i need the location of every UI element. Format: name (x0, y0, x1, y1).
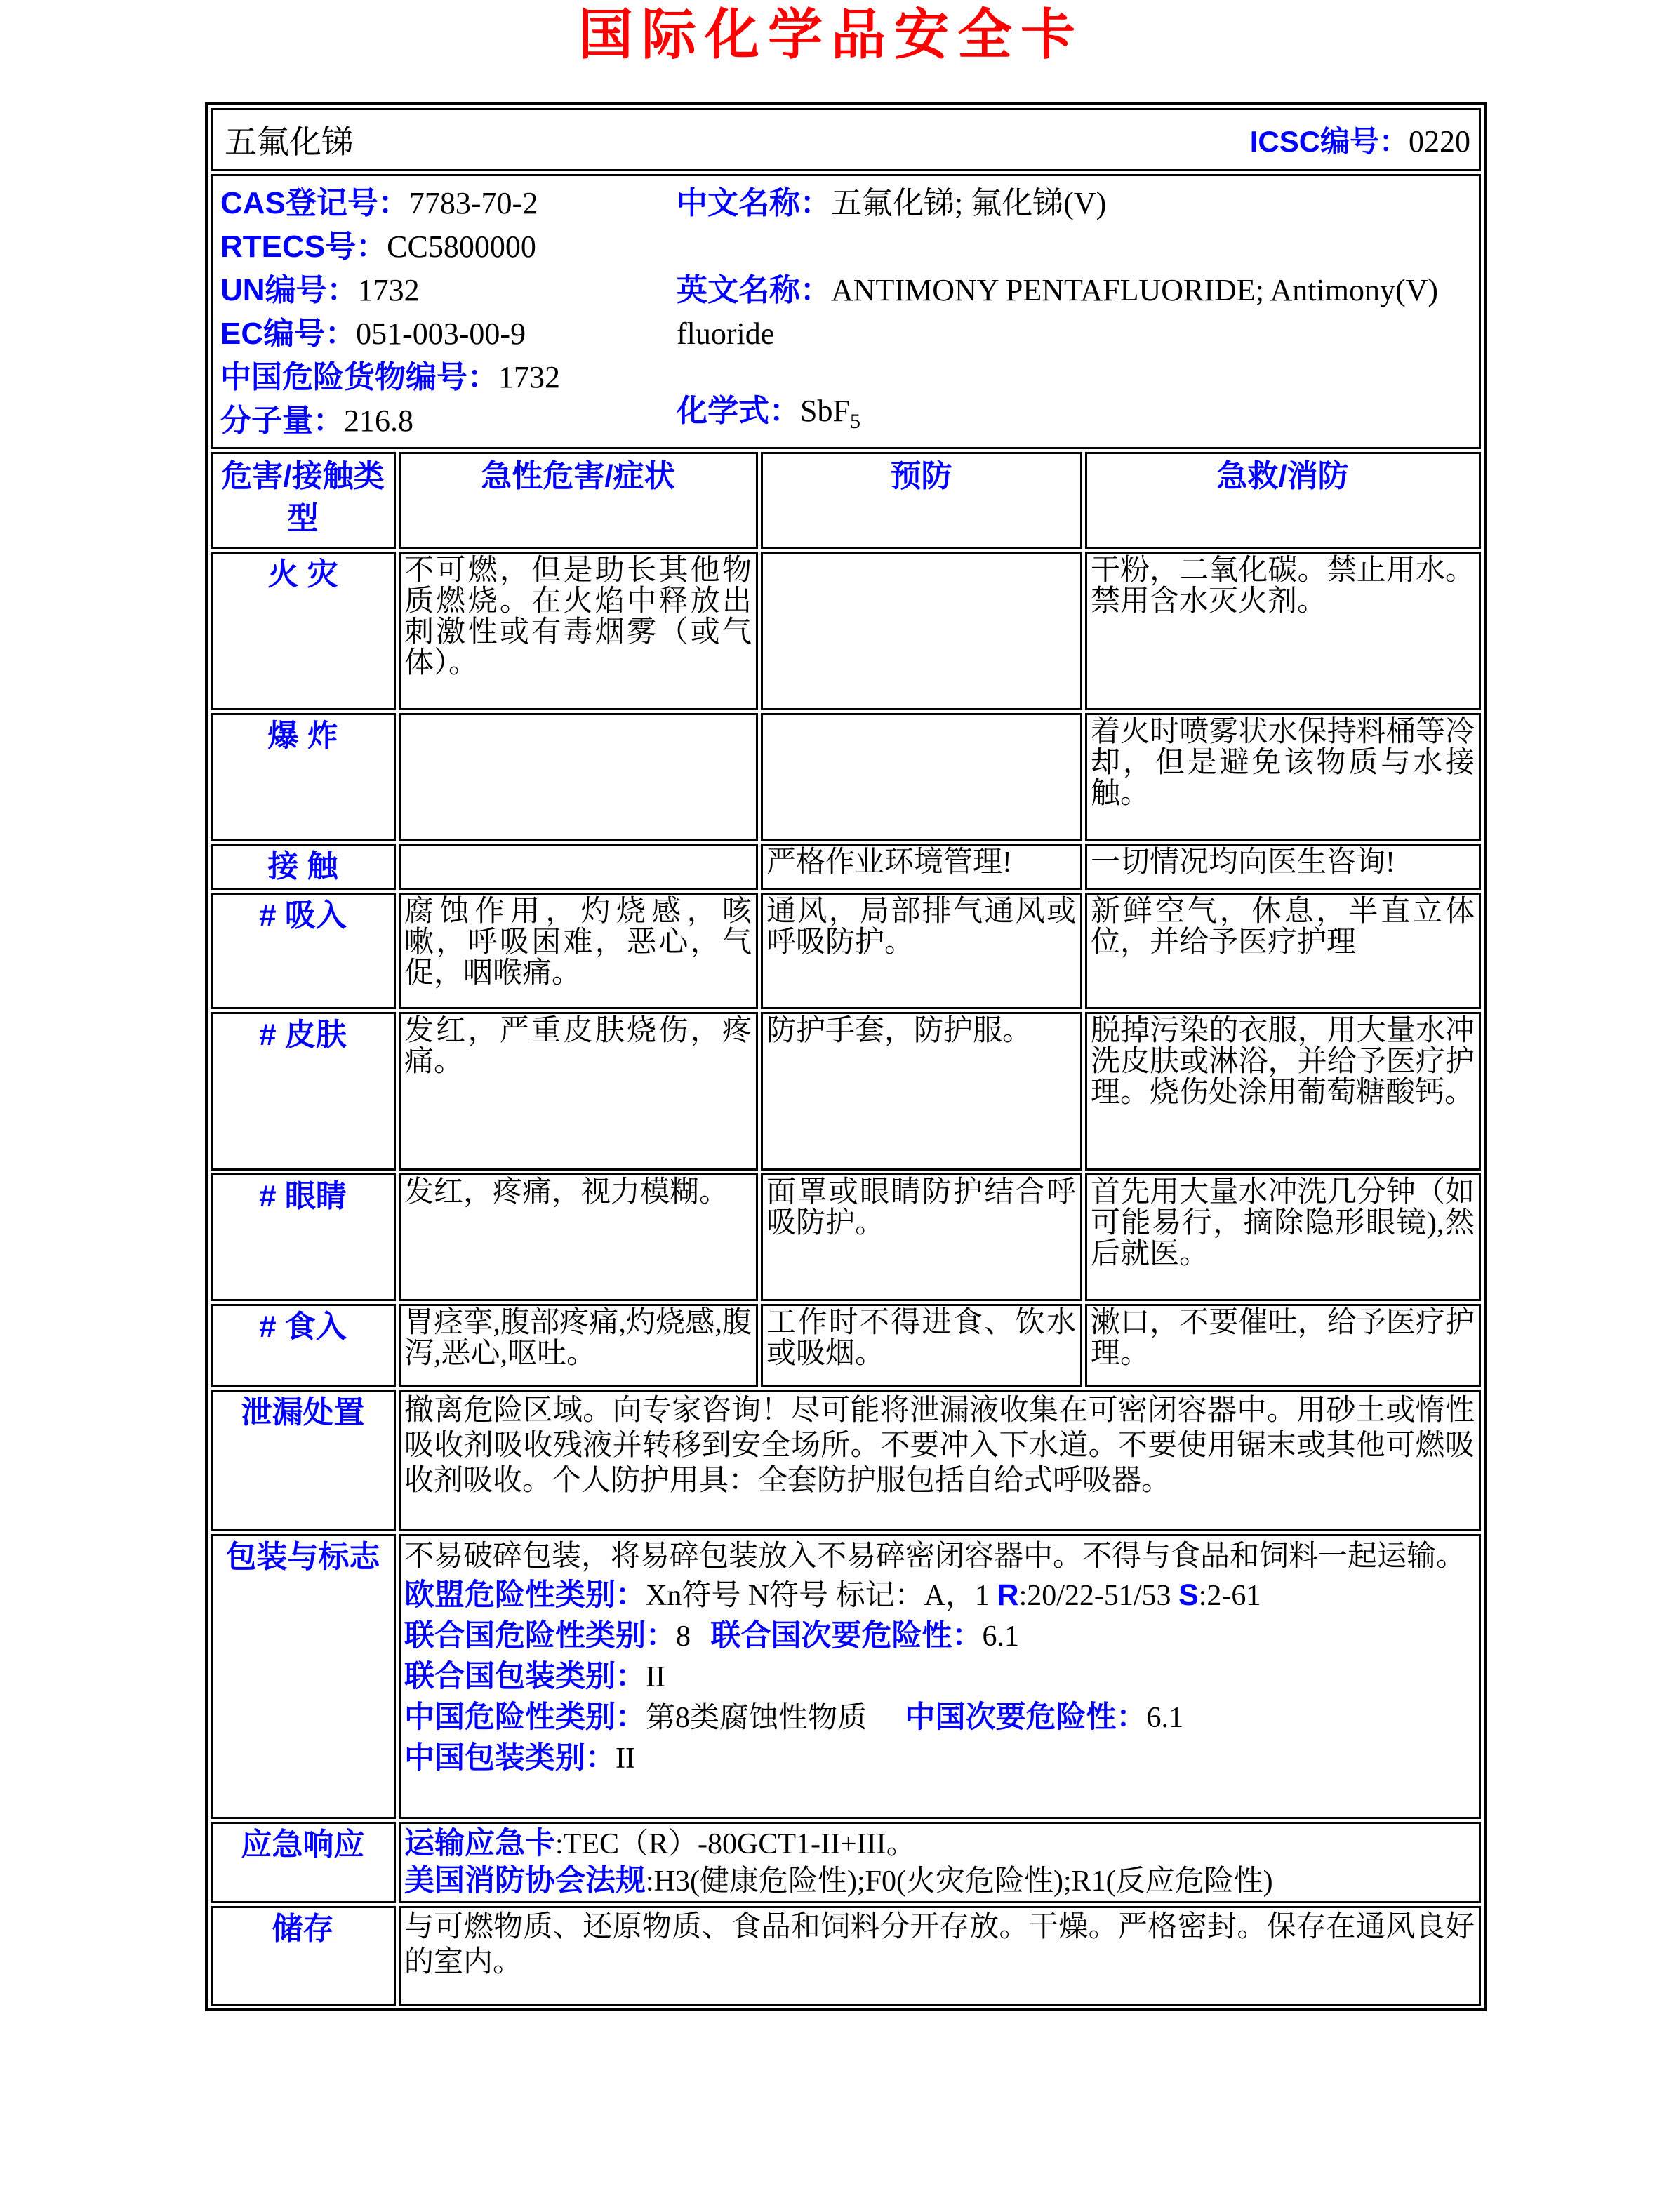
un-subrisk-label: 联合国次要危险性： (710, 1619, 983, 1653)
row-label-ingestion: # 食入 (211, 1304, 396, 1387)
exposure-prevention-cell: 严格作业环境管理! (761, 844, 1082, 890)
names-block (677, 182, 1472, 443)
packaging-content-cell (399, 1534, 1481, 1819)
row-label-emergency: 应急响应 (211, 1822, 396, 1903)
s-phrases-value: :2-61 (1198, 1580, 1261, 1612)
formula-line (677, 389, 1472, 433)
row-label-explosion: 爆 炸 (211, 713, 396, 841)
un-class-value: 8 (676, 1620, 691, 1653)
packaging-row (211, 1534, 1481, 1819)
ec-number-value: 051-003-00-9 (356, 317, 526, 351)
spacer (677, 356, 1472, 389)
ec-number-line (220, 312, 677, 356)
explosion-row (211, 713, 1481, 841)
row-label-packaging: 包装与标志 (211, 1534, 396, 1819)
packaging-cn-class-line (404, 1698, 1475, 1738)
nfpa-value: :H3(健康危险性);F0(火灾危险性);R1(反应危险性) (646, 1865, 1273, 1898)
china-dg-number-label: 中国危险货物编号： (220, 360, 498, 394)
eyes-firstaid-cell: 首先用大量水冲洗几分钟（如可能易行，摘除隐形眼镜),然后就医。 (1085, 1173, 1481, 1301)
inhalation-prevention-cell: 通风，局部排气通风或呼吸防护。 (761, 893, 1082, 1009)
formula-label: 化学式： (677, 394, 800, 428)
un-number-line (220, 269, 677, 312)
emergency-nfpa-line (404, 1863, 1475, 1900)
r-phrases-label: R (997, 1578, 1019, 1612)
spill-text-cell: 撤离危险区域。向专家咨询！尽可能将泄漏液收集在可密闭容器中。用砂土或惰性吸收剂吸收残液并转移到安全场所。不要冲入下水道。不要使用锯末或其他可燃吸收剂吸收。个人防护用具：全套防护服包括自给式呼吸器。 (399, 1390, 1481, 1531)
ingestion-prevention-cell: 工作时不得进食、饮水或吸烟。 (761, 1304, 1082, 1387)
icsc-number-label: ICSC编号： (1249, 125, 1409, 158)
icsc-number-value: 0220 (1409, 124, 1471, 159)
row-label-skin: # 皮肤 (211, 1012, 396, 1171)
china-dg-number-line (220, 356, 677, 399)
formula-subscript: 5 (849, 409, 860, 433)
s-phrases-label: S (1178, 1578, 1199, 1612)
storage-text-cell: 与可燃物质、还原物质、食品和饲料分开存放。干燥。严格密封。保存在通风良好的室内。 (399, 1906, 1481, 2006)
skin-prevention-cell: 防护手套，防护服。 (761, 1012, 1082, 1171)
info-row (211, 174, 1481, 449)
english-name-line (677, 269, 1472, 356)
row-label-inhalation: # 吸入 (211, 893, 396, 1009)
cas-number-value: 7783-70-2 (408, 186, 538, 220)
header-bar-row (211, 108, 1481, 171)
skin-firstaid-cell: 脱掉污染的衣服，用大量水冲洗皮肤或淋浴，并给予医疗护理。烧伤处涂用葡萄糖酸钙。 (1085, 1012, 1481, 1171)
un-pack-group-label: 联合国包装类别： (404, 1660, 646, 1693)
formula-value: SbF$_5$ (800, 394, 860, 433)
packaging-un-pack-line (404, 1657, 1475, 1698)
identifier-list (220, 182, 677, 443)
skin-symptoms-cell: 发红，严重皮肤烧伤，疼痛。 (399, 1012, 758, 1171)
row-label-exposure: 接 触 (211, 844, 396, 890)
eyes-symptoms-cell: 发红，疼痛，视力模糊。 (399, 1173, 758, 1301)
un-pack-group-value: II (646, 1661, 665, 1693)
explosion-firstaid-cell: 着火时喷雾状水保持料桶等冷却，但是避免该物质与水接触。 (1085, 713, 1481, 841)
header-bar (216, 112, 1475, 168)
ingestion-row (211, 1304, 1481, 1387)
inhalation-firstaid-cell: 新鲜空气，休息，半直立体位，并给予医疗护理 (1085, 893, 1481, 1009)
ingestion-firstaid-cell: 漱口，不要催吐，给予医疗护理。 (1085, 1304, 1481, 1387)
inhalation-row (211, 893, 1481, 1009)
chinese-name-label: 中文名称： (677, 186, 831, 220)
column-header-row (211, 452, 1481, 549)
emergency-terc-line (404, 1825, 1475, 1863)
eu-class-label: 欧盟危险性类别： (404, 1578, 646, 1612)
molecular-weight-value: 216.8 (344, 404, 413, 438)
fire-symptoms-cell: 不可燃，但是助长其他物质燃烧。在火焰中释放出刺激性或有毒烟雾（或气体）。 (399, 552, 758, 710)
un-number-label: UN编号： (220, 273, 358, 307)
chinese-name-value: 五氟化锑; 氟化锑(V) (831, 186, 1107, 220)
cn-pack-group-value: II (616, 1743, 635, 1775)
info-block (216, 178, 1475, 446)
substance-name: 五氟化锑 (225, 124, 354, 160)
eyes-row (211, 1173, 1481, 1301)
terc-label: 运输应急卡 (404, 1827, 555, 1860)
exposure-row (211, 844, 1481, 890)
skin-row (211, 1012, 1481, 1171)
column-header-hazard-type: 危害/接触类型 (211, 452, 396, 549)
column-header-symptoms: 急性危害/症状 (399, 452, 758, 549)
inhalation-symptoms-cell: 腐蚀作用，灼烧感，咳嗽，呼吸困难，恶心，气促，咽喉痛。 (399, 893, 758, 1009)
rtecs-number-line (220, 225, 677, 269)
packaging-eu-line (404, 1575, 1475, 1616)
cas-number-line (220, 182, 677, 225)
molecular-weight-line (220, 399, 677, 443)
nfpa-label: 美国消防协会法规 (404, 1864, 646, 1898)
packaging-cn-pack-line (404, 1738, 1475, 1779)
column-header-prevention: 预防 (761, 452, 1082, 549)
rtecs-number-value: CC5800000 (387, 229, 536, 264)
spacer (677, 225, 1472, 269)
rtecs-number-label: RTECS号： (220, 229, 387, 264)
storage-row (211, 1906, 1481, 2006)
row-label-eyes: # 眼睛 (211, 1173, 396, 1301)
row-label-storage: 储存 (211, 1906, 396, 2006)
icsc-number-group (1250, 119, 1470, 161)
molecular-weight-label: 分子量： (220, 404, 344, 438)
un-subrisk-value: 6.1 (982, 1620, 1019, 1653)
english-name-value: ANTIMONY PENTAFLUORIDE; Antimony(V) fluoride (677, 273, 1439, 351)
r-phrases-value: :20/22-51/53 (1018, 1580, 1171, 1612)
fire-prevention-cell (761, 552, 1082, 710)
row-label-spill: 泄漏处置 (211, 1390, 396, 1531)
fire-row (211, 552, 1481, 710)
un-number-value: 1732 (357, 273, 420, 307)
icsc-card-table (205, 102, 1487, 2011)
page-title: 国际化学品安全卡 (578, 4, 1084, 65)
cn-class-value: 第8类腐蚀性物质 (646, 1702, 867, 1734)
eyes-prevention-cell: 面罩或眼睛防护结合呼吸防护。 (761, 1173, 1082, 1301)
english-name-label: 英文名称： (677, 273, 831, 307)
ingestion-symptoms-cell: 胃痉挛,腹部疼痛,灼烧感,腹泻,恶心,呕吐。 (399, 1304, 758, 1387)
column-header-firstaid: 急救/消防 (1085, 452, 1481, 549)
packaging-intro: 不易破碎包装，将易碎包装放入不易碎密闭容器中。不得与食品和饲料一起运输。 (404, 1540, 1466, 1573)
eu-class-value: Xn符号 N符号 标记：A，1 (646, 1580, 990, 1612)
un-class-label: 联合国危险性类别： (404, 1619, 676, 1653)
fire-firstaid-cell: 干粉，二氧化碳。禁止用水。禁用含水灭火剂。 (1085, 552, 1481, 710)
spill-row (211, 1390, 1481, 1531)
emergency-row (211, 1822, 1481, 1903)
cn-subrisk-label: 中国次要危险性： (905, 1700, 1147, 1734)
explosion-symptoms-cell (399, 713, 758, 841)
cas-number-label: CAS登记号： (220, 186, 409, 220)
exposure-firstaid-cell: 一切情况均向医生咨询! (1085, 844, 1481, 890)
explosion-prevention-cell (761, 713, 1082, 841)
emergency-content-cell (399, 1822, 1481, 1903)
packaging-un-class-line (404, 1616, 1475, 1657)
chinese-name-line (677, 182, 1472, 225)
cn-subrisk-value: 6.1 (1146, 1702, 1184, 1734)
cn-class-label: 中国危险性类别： (404, 1700, 646, 1734)
terc-value: :TEC（R）-80GCT1-II+III。 (555, 1828, 916, 1860)
exposure-symptoms-cell (399, 844, 758, 890)
cn-pack-group-label: 中国包装类别： (404, 1741, 616, 1775)
row-label-fire: 火 灾 (211, 552, 396, 710)
china-dg-number-value: 1732 (498, 360, 560, 394)
ec-number-label: EC编号： (220, 317, 357, 351)
